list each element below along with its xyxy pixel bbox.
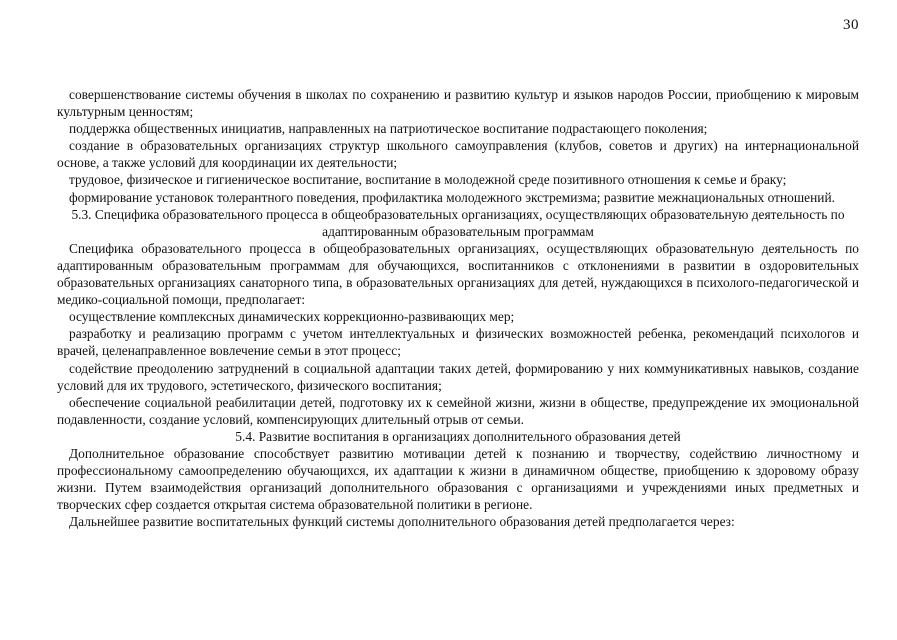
page-number: 30 xyxy=(843,17,859,33)
bullet-paragraph: разработку и реализацию программ с учетом интеллектуальных и физических возможностей ребенка, рекомендаций психологов и врачей, целенаправленное вовлечение семьи в этот процесс; xyxy=(57,326,859,359)
bullet-paragraph: совершенствование системы обучения в школах по сохранению и развитию культур и языков народов России, приобщению к мировым культурным ценностям; xyxy=(57,87,859,120)
bullet-paragraph: осуществление комплексных динамических коррекционно-развивающих мер; xyxy=(69,309,515,325)
bullet-paragraph: обеспечение социальной реабилитации детей, подготовку их к семейной жизни, жизни в обществе, предупреждение их эмоциональной подавленности, создание условий, компенсирующих длительный отрыв от семьи. xyxy=(57,394,859,427)
bullet-paragraph: трудовое, физическое и гигиеническое воспитание, воспитание в молодежной среде позитивного отношения к семье и браку; xyxy=(69,172,787,188)
document-body xyxy=(57,86,859,530)
bullet-paragraph: поддержка общественных инициатив, направленных на патриотическое воспитание подрастающего поколения; xyxy=(69,121,708,137)
section-heading-5-4: 5.4. Развитие воспитания в организациях дополнительного образования детей xyxy=(235,428,681,444)
bullet-paragraph: формирование установок толерантного поведения, профилактика молодежного экстремизма; развитие межнациональных отношений. xyxy=(69,189,835,205)
section-heading-5-3: 5.3. Специфика образовательного процесса в общеобразовательных организациях, осуществляющих образовательную деятельность по адаптированным образовательным программам xyxy=(71,206,845,239)
bullet-paragraph: содействие преодолению затруднений в социальной адаптации таких детей, формированию у них коммуникативных навыков, создание условий для их трудового, эстетического, физического воспитания; xyxy=(57,360,859,393)
bullet-paragraph: создание в образовательных организациях структур школьного самоуправления (клубов, советов и других) на интернациональной основе, а также условий для координации их деятельности; xyxy=(57,138,859,171)
body-paragraph: Дальнейшее развитие воспитательных функций системы дополнительного образования детей предполагается через: xyxy=(69,514,735,530)
body-paragraph: Специфика образовательного процесса в общеобразовательных организациях, осуществляющих образовательную деятельность по адаптированным образовательным программам для обучающихся, воспитанников с отклонениями в развитии в оздоровительных образовательных организациях санаторного типа, в образовательных организациях для детей, нуждающихся в психолого-педагогической и медико-социальной помощи, предполагает: xyxy=(57,240,859,308)
body-paragraph: Дополнительное образование способствует развитию мотивации детей к познанию и творчеству, содействию личностному и профессиональному самоопределению обучающихся, их адаптации к жизни в динамичном обществе, приобщению к здоровому образу жизни. Путем взаимодействия организаций дополнительного образования с организациями и учреждениями иных предметных и творческих сфер создается открытая система образовательной политики в регионе. xyxy=(57,445,859,513)
